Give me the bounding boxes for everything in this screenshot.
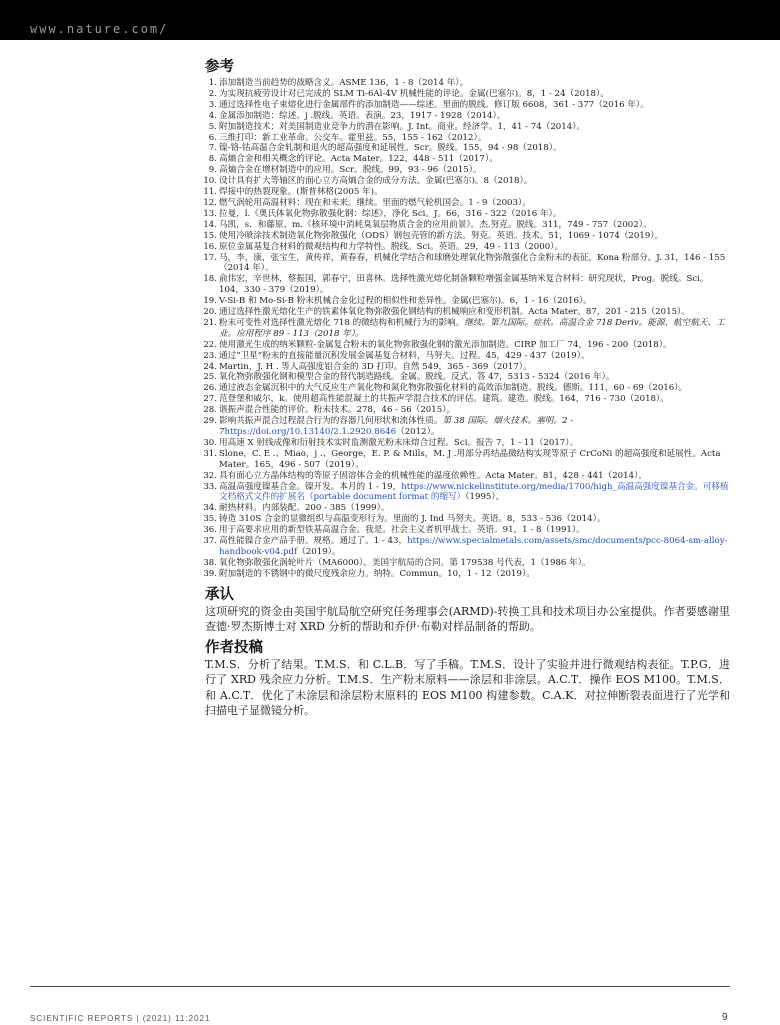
reference-text: V-Si-B 和 Mo-Si-B 粉末机械合金化过程的相似性和差异性。金属(巴塞尔)。6，1 - 16（2016）。 (219, 296, 592, 307)
reference-item (205, 307, 730, 318)
reference-text: 金属添加制造：综述。j .脱线。英语。表演。23，1917 - 1928（2014）。 (219, 110, 506, 121)
reference-item (205, 340, 730, 351)
reference-text: 焊接中的热裂现象。(斯普林格(2005 年)。 (219, 187, 383, 198)
reference-number: 29. (203, 416, 217, 427)
reference-text: 俞伟宏，辛世林，蔡振国，郭春宁，田喜林。选择性激光熔化制备颗粒增强金属基纳米复合材料：研究现状，Prog。脱线。Sci。104，330 - 379（2019）。 (219, 274, 709, 296)
acknowledgements-text: 这项研究的资金由美国宇航局航空研究任务理事会(ARMD)-转换工具和技术项目办公室提供。作者要感谢里查德·罗杰斯博士对 XRD 分析的帮助和乔伊·布勒对样品制备的帮助。 (205, 604, 730, 634)
reference-number: 7. (208, 143, 217, 154)
acknowledgements-heading: 承认 (205, 586, 234, 603)
reference-item (205, 176, 730, 187)
reference-number: 3. (208, 99, 217, 110)
reference-number: 2. (208, 88, 217, 99)
reference-text: 氧化物弥散强化钢和模型合金的替代制造路线。金属。脱线。反式。答 47，5313 - 5324（2016 年）。 (219, 372, 615, 383)
reference-item (205, 187, 730, 198)
reference-item (205, 133, 730, 144)
reference-text: 通过液态金属沉积中的大气反应生产氧化物和氮化物弥散强化材料的高效添加制造。脱线。德斯。111，60 - 69（2016）。 (219, 383, 688, 394)
reference-text: 附加制造的不锈钢中的微尺度残余应力。纳特。Commun。10，1 - 12（2019）。 (219, 568, 535, 579)
reference-text: 使用激光生成的纳米颗粒-金属复合粉末的氧化物弥散强化钢的激光添加制造。CIRP 加工厂 74，196 - 200（2018）。 (219, 339, 672, 350)
reference-number: 33. (203, 481, 217, 492)
reference-number: 28. (203, 405, 217, 416)
reference-text: 设计具有扩大等轴区的面心立方高熵合金的成分方法。金属(巴塞尔)。8（2018）。 (219, 176, 533, 187)
reference-text-tail: （2012）。 (396, 427, 440, 437)
reference-item (205, 296, 730, 307)
reference-item (205, 438, 730, 449)
reference-number: 25. (203, 372, 217, 383)
reference-item (205, 525, 730, 536)
reference-text: 通过选择性激光熔化生产的铁素体氧化物弥散强化钢结构的机械响应和变形机制。Acta Mater。87，201 - 215（2015）。 (219, 307, 690, 318)
reference-text: 用高速 X 射线成像和衍射技术实时监测激光粉末床熔合过程。Sci。报告 7，1 - 11（2017）。 (219, 437, 579, 448)
reference-number: 8. (208, 154, 217, 165)
reference-text: 附加制造技术：对美国制造业竞争力的潜在影响。J. Int。商业。经济学。1，41 - 74（2014）。 (219, 121, 586, 132)
reference-item (205, 482, 730, 504)
reference-text: 粉末可变性对选择性激光熔化 718 的微结构和机械行为的影响。 (219, 317, 465, 328)
reference-item (205, 253, 730, 275)
reference-number: 23. (203, 350, 217, 361)
reference-item (205, 351, 730, 362)
reference-number: 22. (203, 339, 217, 350)
reference-number: 10. (203, 176, 217, 187)
reference-item (205, 416, 730, 438)
reference-link[interactable]: https://www.specialmetals.com/assets/smc/documents/pcc-8064-sm-alloy-handbook-v04.pdf (219, 536, 728, 557)
reference-number: 36. (203, 525, 217, 536)
reference-item (205, 89, 730, 100)
header-url[interactable]: www.nature.com/ (30, 22, 169, 36)
reference-text: 高性能镍合金产品手册。规格。通过了。1 - 43， (219, 536, 408, 547)
reference-text: 氧化物弥散强化涡轮叶片（MA6000）。美国宇航局的合同。第 179538 号代表，1（1986 年）。 (219, 557, 591, 568)
reference-item (205, 383, 730, 394)
reference-number: 6. (208, 132, 217, 143)
reference-number: 1. (208, 78, 217, 88)
reference-number: 4. (208, 110, 217, 121)
reference-link[interactable]: https://www.nickelinstitute.org/media/1700/high_高温高强度镍基合金。可移植文档格式文件的扩展名（portable document format 的缩写） (219, 481, 729, 503)
reference-number: 11. (203, 187, 217, 198)
article-content (205, 58, 730, 719)
reference-text: 添加制造当前趋势的战略含义。ASME 136，1 - 8（2014 年）。 (219, 78, 469, 88)
reference-number: 34. (203, 503, 217, 514)
reference-item (205, 471, 730, 482)
reference-italic-text: 第 38 国际。烟火技术。塞明。2 - 7 (219, 416, 574, 437)
reference-text: 为实现抗疲劳设计对已完成的 SLM Ti-6Al-4V 机械性能的评论。金属(巴塞尔)。8，1 - 24（2018）。 (219, 88, 609, 99)
reference-item (205, 122, 730, 133)
reference-item (205, 242, 730, 253)
reference-item (205, 362, 730, 373)
reference-item (205, 209, 730, 220)
reference-number: 37. (203, 536, 217, 547)
reference-item (205, 558, 730, 569)
reference-text: 马，李，康，张宝生，黄传祥，黄春春，机械化学结合和球磨处理氧化物弥散强化合金粉末的表征，Kona 粉部分。J. 31，146 - 155（2014 年）。 (219, 252, 726, 274)
reference-text: Slone，C. E .、Miao，j .、George，E. P. & Mills，M. J .用部分再结晶微结构实现等原子 CrCoNi 的超高强度和延展性。Acta Mater。165，496 - 507（2019）。 (219, 448, 721, 470)
reference-number: 32. (203, 470, 217, 481)
reference-item (205, 274, 730, 296)
reference-number: 18. (203, 274, 217, 285)
reference-text: 使用冷喷涂技术制造氧化物弥散强化（ODS）钢包壳管的新方法。努克。英语。技术。51，1069 - 1074（2019）。 (219, 230, 664, 241)
reference-number: 9. (208, 165, 217, 176)
reference-number: 17. (203, 252, 217, 263)
reference-number: 26. (203, 383, 217, 394)
reference-text: 通过“卫星”粉末的直接能量沉积发展金属基复合材料，马努夫。过程。45，429 - 437（2019）。 (219, 350, 590, 361)
reference-text: 高温高强度镍基合金。镍开发。本月的 1 - 19， (219, 481, 402, 492)
reference-item (205, 449, 730, 471)
reference-item (205, 569, 730, 580)
reference-text: 耐热材料。内部装配。200 - 385（1999）。 (219, 503, 390, 514)
reference-item (205, 514, 730, 525)
reference-text: 谐振声混合性能的评价。粉末技术。278，46 - 56（2015）。 (219, 405, 456, 416)
footer-journal: SCIENTIFIC REPORTS | (2021) 11:2021 (30, 1014, 211, 1023)
reference-number: 35. (203, 514, 217, 525)
author-contributions-heading: 作者投稿 (205, 639, 263, 656)
reference-item (205, 154, 730, 165)
reference-text: 燃气涡轮用高温材料：现在和未来。继续。里面的燃气轮机国会。1 - 9（2003）。 (219, 197, 531, 208)
reference-number: 21. (203, 317, 217, 328)
reference-italic-text: 继续。第九国际。症状。高温合金 718 Deriv。能源、航空航天、工业。应用程序 89 - 113（2018 年）。 (219, 317, 725, 339)
reference-item (205, 198, 730, 209)
reference-text-tail: （2019）。 (297, 546, 341, 557)
references-list (205, 78, 730, 580)
reference-item (205, 78, 730, 89)
reference-number: 15. (203, 230, 217, 241)
reference-text: 拉曼，l.《奥氏体氧化物弥散强化钢：综述》，净化 Sci。J。66，316 - 322（2016 年）。 (219, 208, 562, 219)
reference-text: 用于高要求应用的新型铁基高温合金。我是。社会主义者机甲战士。英语。91，1 - 8（1991）。 (219, 525, 585, 536)
reference-item (205, 165, 730, 176)
reference-item (205, 536, 730, 558)
reference-text: 铸造 310S 合金的显微组织与高温变形行为。里面的 J. Ind 马努夫。英语。8，533 - 536（2014）。 (219, 514, 606, 525)
reference-item (205, 111, 730, 122)
reference-number: 20. (203, 307, 217, 318)
reference-number: 19. (203, 296, 217, 307)
reference-number: 12. (203, 197, 217, 208)
references-heading: 参考 (205, 59, 234, 75)
reference-number: 39. (203, 568, 217, 579)
reference-item (205, 318, 730, 340)
reference-item (205, 405, 730, 416)
reference-number: 16. (203, 241, 217, 252)
reference-item (205, 220, 730, 231)
reference-item (205, 503, 730, 514)
reference-text: 原位金属基复合材料的微观结构和力学特性。脱线。Sci。英语。29，49 - 113（2000）。 (219, 241, 564, 252)
reference-text-tail: （1995）。 (465, 492, 505, 503)
reference-text: 高熵合金和相关概念的评论。Acta Mater。122，448 - 511（2017）。 (219, 154, 498, 165)
author-contributions-text: T.M.S．分析了结果。T.M.S．和 C.L.B．写了手稿。T.M.S．设计了实验并进行微观结构表征。T.P.G．进行了 XRD 残余应力分析。T.M.S．生产粉末原料——涂层和非涂层。A.C.T．操作 EOS M100。T.M.S．和 A.C.T．优化了未涂层和涂层粉末原料的 EOS M100 构建参数。C.A.K．对拉伸断裂表面进行了光学和扫描电子显微镜分析。 (205, 657, 730, 718)
reference-text: Martin，J. H . 等人高强度铝合金的 3D 打印。自然 549，365 - 369（2017）。 (219, 361, 532, 372)
reference-item (205, 372, 730, 383)
page-number: 9 (722, 1012, 728, 1023)
reference-text: 三维打印：新工业革命。公交车。霍里兹。55，155 - 162（2012）。 (219, 132, 487, 143)
reference-text: 镍-铬-钴高温合金轧制和退火的超高强度和延展性。Scr。脱线。155，94 - 98（2018）。 (219, 143, 562, 154)
reference-number: 24. (203, 361, 217, 372)
reference-number: 5. (208, 121, 217, 132)
reference-number: 30. (203, 437, 217, 448)
reference-text: 影响共振声混合过程混合行为的容器几何形状和流体性质。 (219, 416, 443, 427)
reference-item (205, 143, 730, 154)
header-bar (0, 0, 780, 40)
reference-text: 范登堡和威尔，k。使用超高性能混凝土的共振声学混合技术的评估。建筑。建造。脱线。164，716 - 730（2018）。 (219, 394, 669, 405)
reference-number: 27. (203, 394, 217, 405)
reference-text: 乌凯，s．和藤原，m.《核环境中消耗臭氧层物质合金的应用前景》。杰.努克。脱线。311，749 - 757（2002）。 (219, 219, 652, 230)
reference-number: 13. (203, 208, 217, 219)
reference-text: 通过选择性电子束熔化进行金属部件的添加制造——综述。里面的脱线。修订版 6608，361 - 377（2016 年）。 (219, 99, 649, 110)
reference-link[interactable]: https://doi.org/10.13140/2.1.2920.8646 (224, 427, 397, 437)
reference-item (205, 100, 730, 111)
reference-number: 14. (203, 219, 217, 230)
footer-divider (30, 986, 730, 987)
reference-text: 具有面心立方晶体结构的等原子固溶体合金的机械性能的温度依赖性。Acta Mater。81，428 - 441（2014）。 (219, 470, 647, 481)
reference-item (205, 394, 730, 405)
reference-text: 高熵合金在增材制造中的应用。Scr。脱线。99，93 - 96（2015）。 (219, 165, 482, 176)
reference-item (205, 231, 730, 242)
reference-number: 38. (203, 557, 217, 568)
reference-number: 31. (203, 448, 217, 459)
